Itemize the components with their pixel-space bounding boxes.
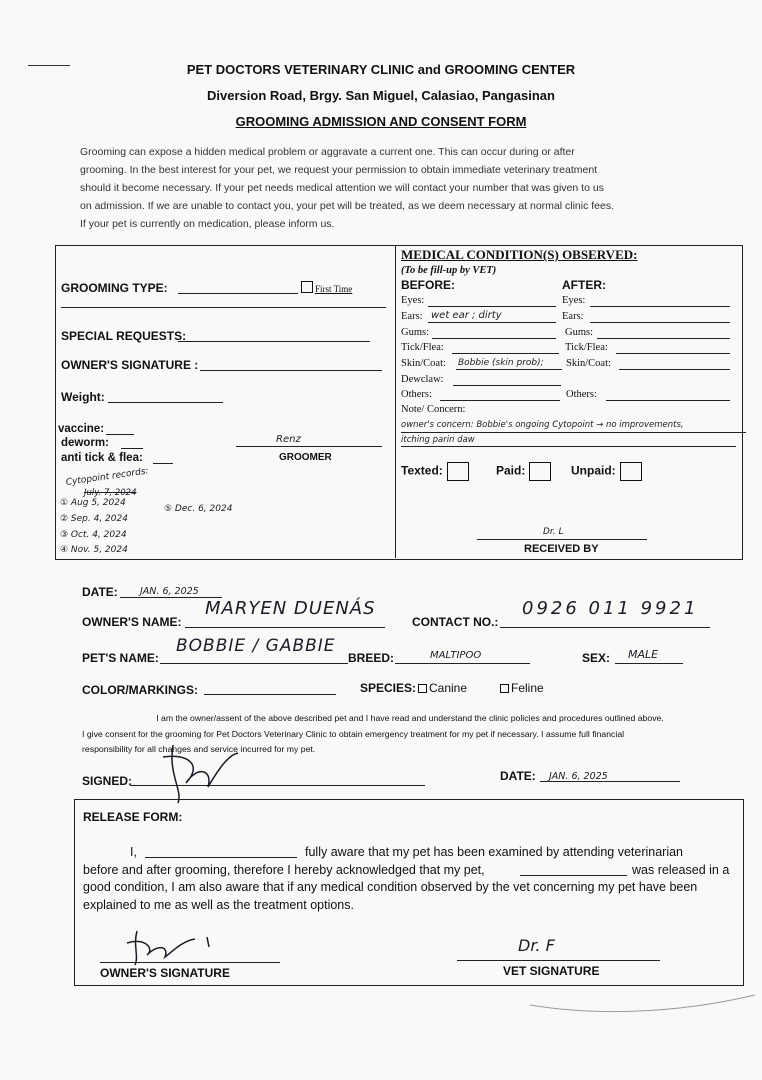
groomer-name: Renz — [276, 434, 301, 445]
ears-after-label: Ears: — [562, 311, 584, 322]
color-label: COLOR/MARKINGS: — [82, 683, 198, 697]
intro-line: Grooming can expose a hidden medical problem or aggravate a current one. This can occur during or after — [80, 146, 575, 158]
vet-signature-value: Dr. F — [518, 936, 555, 955]
release-line-2b: was released in a — [632, 863, 730, 877]
sex-value: MALE — [628, 648, 659, 661]
consent-line: I am the owner/assent of the above described pet and I have read and understand the clinic policies and procedures outlined above. — [156, 713, 664, 723]
release-i: I, — [130, 845, 137, 859]
paid-label: Paid: — [496, 463, 526, 478]
weight-field[interactable] — [108, 402, 223, 403]
vaccine-label: vaccine: — [58, 423, 105, 435]
breed-value: MALTIPOO — [430, 650, 482, 661]
gums-before-field[interactable] — [432, 338, 556, 339]
feline-option[interactable] — [500, 681, 544, 695]
first-time-checkbox[interactable] — [301, 281, 352, 294]
checkbox-icon — [301, 281, 313, 293]
record-item: ④ Nov. 5, 2024 — [60, 545, 128, 555]
eyes-after-label: Eyes: — [562, 295, 586, 306]
signed-label: SIGNED: — [82, 774, 133, 788]
skin-after-label: Skin/Coat: — [566, 358, 611, 369]
intro-line: If your pet is currently on medication, please inform us. — [80, 218, 335, 230]
consent-date-field[interactable] — [540, 781, 680, 782]
vet-signature-label: VET SIGNATURE — [503, 964, 600, 978]
feline-label: Feline — [511, 681, 544, 695]
intro-line: should it become necessary. If your pet needs medical attention we will contact your number that was given to us — [80, 182, 604, 194]
received-by-label: RECEIVED BY — [524, 543, 599, 555]
before-label: BEFORE: — [401, 278, 455, 292]
anti-tick-field[interactable] — [153, 463, 173, 464]
release-line-4: explained to me as well as the treatment options. — [83, 898, 354, 912]
paid-field[interactable] — [496, 462, 551, 481]
medical-subtitle: (To be fill-up by VET) — [401, 265, 497, 276]
clinic-name: PET DOCTORS VETERINARY CLINIC and GROOMING CENTER — [186, 62, 576, 77]
grooming-type-label: GROOMING TYPE: — [61, 281, 168, 295]
note-line-1: owner's concern: Bobbie's ongoing Cytopoint → no improvements, — [401, 420, 684, 430]
note-line-2: itching parin daw — [401, 435, 475, 445]
consent-line: I give consent for the grooming for Pet Doctors Veterinary Clinic to obtain emergency treatment for my pet if necessary. I assume full financial — [82, 729, 625, 739]
ears-before-label: Ears: — [401, 311, 423, 322]
date-label: DATE: — [82, 585, 118, 599]
feline-checkbox[interactable] — [500, 684, 509, 693]
note-field-2[interactable] — [401, 446, 736, 447]
record-item: ③ Oct. 4, 2024 — [60, 530, 127, 540]
eyes-before-label: Eyes: — [401, 295, 425, 306]
release-owner-signature-scribble — [125, 927, 215, 967]
anti-tick-label: anti tick & flea: — [61, 452, 143, 464]
consent-date-value: JAN. 6, 2025 — [549, 771, 608, 782]
canine-checkbox[interactable] — [418, 684, 427, 693]
first-time-label: First Time — [315, 284, 353, 294]
ears-after-field[interactable] — [590, 322, 730, 323]
tick-after-label: Tick/Flea: — [565, 342, 608, 353]
release-line-2: before and after grooming, therefore I hereby acknowledged that my pet, — [83, 863, 485, 877]
owner-signature-label: OWNER'S SIGNATURE : — [61, 358, 199, 372]
release-title: RELEASE FORM: — [83, 810, 183, 824]
sex-field[interactable] — [615, 663, 683, 664]
records-title: Cytopoint records: — [65, 466, 150, 488]
deworm-label: deworm: — [61, 437, 109, 449]
gums-before-label: Gums: — [401, 327, 430, 338]
skin-before-value: Bobbie (skin prob); — [458, 358, 544, 368]
release-owner-signature-label: OWNER'S SIGNATURE — [100, 966, 230, 980]
date-value: JAN. 6, 2025 — [140, 586, 199, 597]
special-requests-field[interactable] — [178, 341, 370, 342]
owner-name-label: OWNER'S NAME: — [82, 615, 182, 629]
received-signature: Dr. L — [543, 527, 564, 537]
unpaid-checkbox[interactable] — [620, 462, 642, 481]
owner-name-field[interactable] — [185, 627, 385, 628]
texted-checkbox[interactable] — [447, 462, 469, 481]
skin-before-label: Skin/Coat: — [401, 358, 446, 369]
groomer-label: GROOMER — [279, 452, 332, 463]
pet-name-value: BOBBIE / GABBIE — [176, 636, 336, 656]
breed-field[interactable] — [395, 663, 530, 664]
release-pet-field[interactable] — [520, 875, 627, 876]
medical-title: MEDICAL CONDITION(S) OBSERVED: — [401, 247, 638, 262]
tick-after-field[interactable] — [616, 353, 730, 354]
unpaid-field[interactable] — [571, 462, 642, 481]
eyes-before-field[interactable] — [428, 306, 556, 307]
release-line-3: good condition, I am also aware that if any medical condition observed by the vet concerning my pet have been — [83, 880, 698, 894]
eyes-after-field[interactable] — [590, 306, 730, 307]
others-after-label: Others: — [566, 389, 597, 400]
owner-signature-scribble — [158, 735, 248, 805]
after-label: AFTER: — [562, 278, 606, 292]
vet-signature-field[interactable] — [457, 960, 660, 961]
deworm-field[interactable] — [121, 448, 143, 449]
skin-before-field[interactable] — [456, 369, 562, 370]
page-curl-mark — [530, 985, 760, 1025]
special-requests-label: SPECIAL REQUESTS: — [61, 329, 187, 343]
scan-mark — [28, 65, 70, 66]
unpaid-label: Unpaid: — [571, 463, 616, 478]
release-line-1: fully aware that my pet has been examined by attending veterinarian — [305, 845, 684, 859]
release-owner-signature-field[interactable] — [100, 962, 280, 963]
others-before-label: Others: — [401, 389, 432, 400]
record-item: ② Sep. 4, 2024 — [60, 514, 128, 524]
pet-name-field[interactable] — [160, 663, 348, 664]
intro-line: grooming. In the best interest for your pet, we request your permission to obtain immediate veterinary treatment — [80, 164, 598, 176]
owner-signature-field[interactable] — [200, 370, 382, 371]
vaccine-field[interactable] — [106, 434, 134, 435]
dewclaw-label: Dewclaw: — [401, 374, 444, 385]
received-by-line[interactable] — [477, 539, 647, 540]
canine-option[interactable] — [418, 681, 467, 695]
record-item: July. 7, 2024 — [84, 488, 137, 498]
canine-label: Canine — [429, 681, 468, 695]
gums-after-field[interactable] — [597, 338, 730, 339]
clinic-address: Diversion Road, Brgy. San Miguel, Calasiao, Pangasinan — [207, 88, 555, 103]
form-title: GROOMING ADMISSION AND CONSENT FORM — [235, 114, 527, 129]
texted-field[interactable] — [401, 462, 469, 481]
contact-label: CONTACT NO.: — [412, 615, 499, 629]
groomer-line — [236, 446, 382, 447]
others-after-field[interactable] — [606, 400, 730, 401]
note-field-1[interactable] — [401, 432, 746, 433]
grooming-type-field[interactable] — [178, 293, 298, 294]
dewclaw-field[interactable] — [453, 385, 561, 386]
table-divider — [395, 245, 396, 558]
grooming-type-field-2[interactable] — [61, 307, 386, 308]
paid-checkbox[interactable] — [529, 462, 551, 481]
breed-label: BREED: — [348, 651, 395, 665]
pet-name-label: PET'S NAME: — [82, 651, 159, 665]
species-label: SPECIES: — [360, 681, 417, 695]
note-label: Note/ Concern: — [401, 404, 466, 415]
others-before-field[interactable] — [440, 400, 560, 401]
intro-line: on admission. If we are unable to contact you, your pet will be treated, as we deem necessary at normal clinic fees. — [80, 200, 615, 212]
sex-label: SEX: — [582, 651, 611, 665]
record-item: ① Aug 5, 2024 — [60, 498, 126, 508]
gums-after-label: Gums: — [565, 327, 594, 338]
color-field[interactable] — [204, 694, 336, 695]
release-name-field[interactable] — [145, 857, 297, 858]
ears-before-value: wet ear ; dirty — [431, 310, 502, 321]
owner-name-value: MARYEN DUENÁS — [205, 598, 376, 619]
consent-line: responsibility for all changes and service incurred for my pet. — [82, 744, 316, 754]
ears-before-field[interactable] — [428, 322, 556, 323]
tick-before-field[interactable] — [452, 353, 559, 354]
texted-label: Texted: — [401, 463, 443, 478]
record-item: ⑤ Dec. 6, 2024 — [164, 504, 233, 514]
skin-after-field[interactable] — [619, 369, 730, 370]
weight-label: Weight: — [61, 390, 105, 404]
consent-date-label: DATE: — [500, 769, 536, 783]
cytopoint-records — [58, 466, 258, 558]
tick-before-label: Tick/Flea: — [401, 342, 444, 353]
contact-field[interactable] — [500, 627, 710, 628]
contact-value: 0926 011 9921 — [522, 598, 699, 619]
